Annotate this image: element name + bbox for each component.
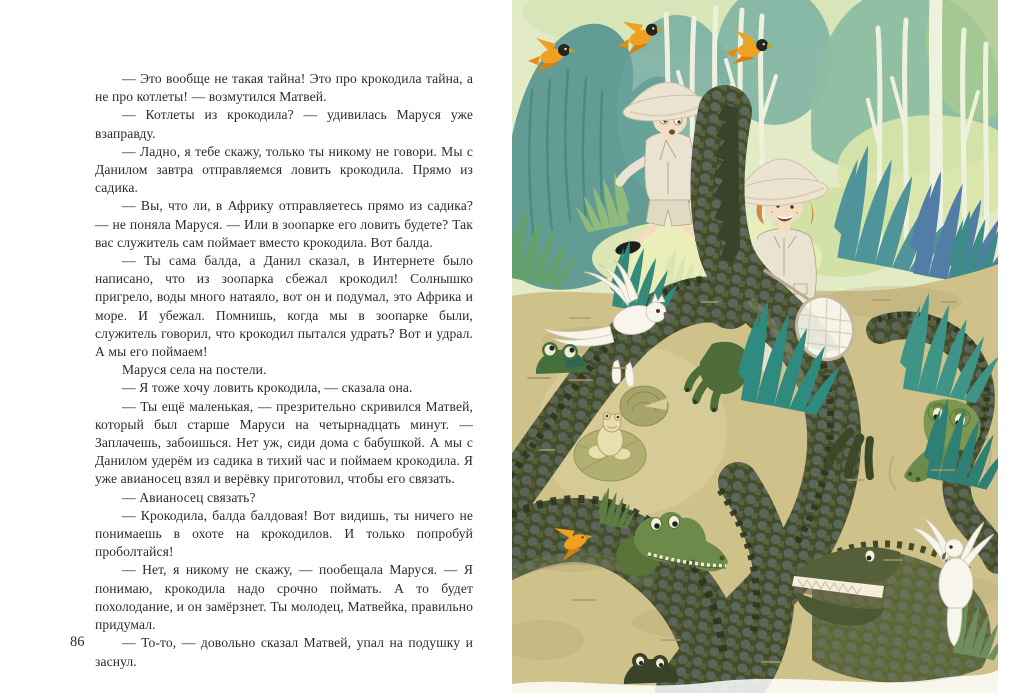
story-paragraph: Маруся села на постели. [122,362,267,378]
story-paragraph: — Крокодила, балда балдовая! Вот видишь, ты ничего не понимаешь в охоте на крокодилов. И только попробуй проболтайся! [95,507,473,560]
story-paragraph: — Ты ещё маленькая, — презрительно скривился Матвей, который был старше Маруси на четырнадцать минут. — Заплачешь, забоишься. Нет уж, сиди дома с бабушкой. А мы с Данилом удерём из садика в тихий час и поймаем крокодила. Я уже авианосец взял и верёвку приготовил, чтобы его связать. [95,398,473,487]
story-paragraph: — То-то, — довольно сказал Матвей, упал на подушку и заснул. [95,635,473,669]
illustration-svg [512,0,998,693]
story-text [95,70,473,671]
story-paragraph: — Котлеты из крокодила? — удивилась Маруся уже взаправду. [95,107,473,141]
lily-pad-small [620,386,668,426]
story-paragraph: — Ладно, я тебе скажу, только ты никому не говори. Мы с Данилом завтра отправляемся ловить крокодила. Прямо из садика. [95,143,473,196]
story-paragraph: — Ты сама балда, а Данил сказал, в Интернете было написано, что из зоопарка сбежал крокодил! Солнышко пригрело, воды много натаяло, вот он и подумал, это Африка и море. И убежал. Помнишь, когда мы в зоопарке были, служитель говорил, что крокодил пытался удрать? Вот и удрал. А мы его поймаем! [95,253,473,360]
story-paragraph: — Авианосец связать? [122,489,256,505]
story-paragraph: — Вы, что ли, в Африку отправляетесь прямо из садика? — не поняла Маруся. — Или в зоопарке его ловить будете? Так вас служитель сам поймает вместо крокодила. Вот балда. [95,198,473,250]
story-paragraph: — Я тоже хочу ловить крокодила, — сказала она. [122,380,413,396]
story-paragraph: — Нет, я никому не скажу, — пообещала Маруся. — Я понимаю, крокодила надо срочно поймать. А то будет похолодание, и он замёрзнет. Ты молодец, Матвейка, правильно придумал. [95,562,473,633]
illustration [512,0,998,693]
page-number: 86 [70,634,85,650]
story-paragraph: — Это вообще не такая тайна! Это про крокодила тайна, а не про котлеты! — возмутился Матвей. [95,71,473,105]
